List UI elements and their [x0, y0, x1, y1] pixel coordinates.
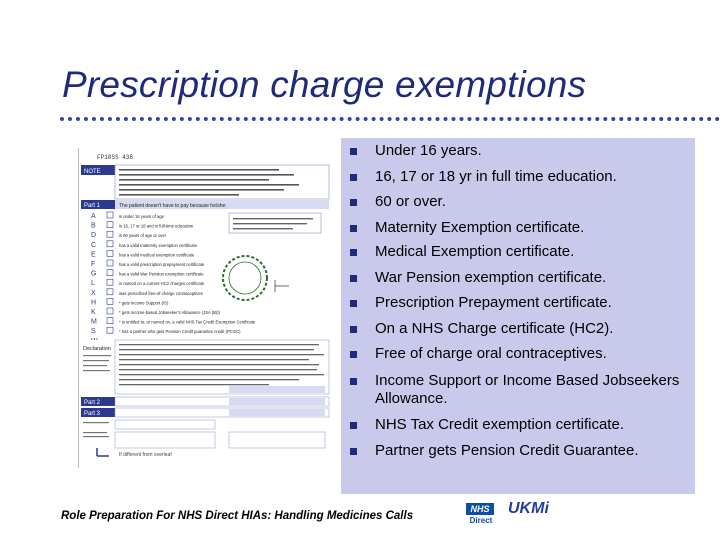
- form-row-text: * gets Income Support (IS): [119, 300, 169, 306]
- form-note-label: NOTE: [84, 169, 101, 175]
- exemption-text: 60 or over.: [375, 193, 446, 210]
- form-part1-label: Part 1: [84, 203, 101, 209]
- bullet-square-icon: [350, 148, 357, 155]
- bullet-square-icon: [350, 326, 357, 333]
- form-row-text: is 16, 17 or 18 and in full-time education: [119, 223, 194, 229]
- form-code-letter: E: [91, 251, 96, 259]
- form-footnote: If different from overleaf: [119, 452, 172, 458]
- ukmi-logo-word: UKMi: [508, 500, 549, 517]
- ukmi-logo: [508, 500, 560, 530]
- bullet-square-icon: [350, 225, 357, 232]
- form-checkbox: [107, 260, 113, 266]
- exemption-text: NHS Tax Credit exemption certificate.: [375, 416, 624, 433]
- bullet-square-icon: [350, 174, 357, 181]
- exemption-text: Income Support or Income Based Jobseekers Allowance.: [375, 372, 680, 407]
- form-row-text: is under 16 years of age: [119, 214, 164, 219]
- bullet-square-icon: [350, 249, 357, 256]
- exemption-text: Maternity Exemption certificate.: [375, 219, 585, 236]
- form-code-letter: S: [91, 328, 96, 336]
- form-row-text: * is entitled to, or named on, a valid NHS Tax Credit Exemption Certificate: [119, 319, 256, 325]
- form-row-text: has a valid maternity exemption certificate: [119, 242, 197, 248]
- form-checkbox: [107, 250, 113, 256]
- form-row-text: was prescribed free-of-charge contraceptives: [119, 290, 203, 296]
- form-code-letter: H: [91, 299, 97, 307]
- bullet-square-icon: [350, 199, 357, 206]
- fp10-form-image: [78, 148, 331, 468]
- form-code-letter: A: [91, 213, 96, 220]
- nhs-logo-mark: NHS: [466, 503, 494, 515]
- slide-footer: Role Preparation For NHS Direct HIAs: Handling Medicines Calls: [61, 510, 414, 522]
- form-checkbox: [107, 289, 113, 295]
- form-row-text: is named on a current HC2 charges certificate: [119, 281, 205, 287]
- form-checkbox: [107, 241, 113, 247]
- form-code-letter: K: [91, 309, 96, 316]
- slide-title: Prescription charge exemptions: [62, 64, 587, 105]
- exemption-list-panel: [341, 138, 695, 494]
- exemption-text: Free of charge oral contraceptives.: [375, 345, 607, 362]
- form-code-letter: L: [91, 280, 95, 288]
- form-row-text: has a valid War Pension exemption certificate: [119, 271, 204, 277]
- form-code-letter: X: [91, 289, 96, 297]
- form-code-letter: D: [91, 232, 97, 240]
- form-checkbox: [107, 270, 113, 276]
- form-checkbox: [107, 327, 113, 333]
- form-checkbox: [107, 308, 113, 314]
- form-checkbox: [107, 231, 113, 237]
- nhs-logo-subtitle: Direct: [469, 516, 493, 525]
- form-part1-heading: The patient doesn't have to pay because he/she:: [119, 203, 227, 209]
- form-row-text: has a valid prescription prepayment certificate: [119, 262, 205, 267]
- form-code-letter: C: [91, 241, 97, 249]
- form-code-letter: M: [91, 318, 97, 326]
- exemption-text: Medical Exemption certificate.: [375, 243, 575, 260]
- form-checkbox: [107, 298, 113, 304]
- form-row-text: * gets income-based Jobseeker's Allowance (JSA (IB)): [119, 310, 220, 315]
- exemption-text: Partner gets Pension Credit Guarantee.: [375, 442, 639, 459]
- form-row-text: is 60 years of age or over: [119, 233, 167, 239]
- form-declaration-label: Declaration: [83, 346, 111, 352]
- form-row-text: * has a partner who gets Pension Credit guarantee credit (PCGC): [119, 329, 241, 335]
- form-part3-label: Part 3: [84, 411, 101, 417]
- bullet-square-icon: [350, 422, 357, 429]
- form-code-letter: B: [91, 222, 96, 230]
- form-row-text: has a valid medical exemption certificate: [119, 252, 195, 258]
- form-checkbox: [107, 279, 113, 285]
- form-serial: FP10SS 436: [97, 154, 134, 161]
- bullet-square-icon: [350, 448, 357, 455]
- exemption-text: 16, 17 or 18 yr in full time education.: [375, 168, 617, 185]
- form-checkbox: [107, 222, 113, 228]
- title-divider: [60, 117, 720, 121]
- exemption-text: On a NHS Charge certificate (HC2).: [375, 320, 614, 337]
- exemption-text: War Pension exemption certificate.: [375, 269, 607, 286]
- form-code-letter: G: [91, 270, 97, 278]
- form-part2-label: Part 2: [84, 400, 101, 406]
- form-checkbox: [107, 212, 113, 218]
- form-checkbox: [107, 318, 113, 324]
- bullet-square-icon: [350, 378, 357, 385]
- form-code-letter: F: [91, 261, 96, 268]
- bullet-square-icon: [350, 275, 357, 282]
- exemption-text: Prescription Prepayment certificate.: [375, 294, 612, 311]
- nhs-direct-logo: [466, 503, 496, 529]
- exemption-text: Under 16 years.: [375, 142, 482, 159]
- bullet-square-icon: [350, 351, 357, 358]
- bullet-square-icon: [350, 300, 357, 307]
